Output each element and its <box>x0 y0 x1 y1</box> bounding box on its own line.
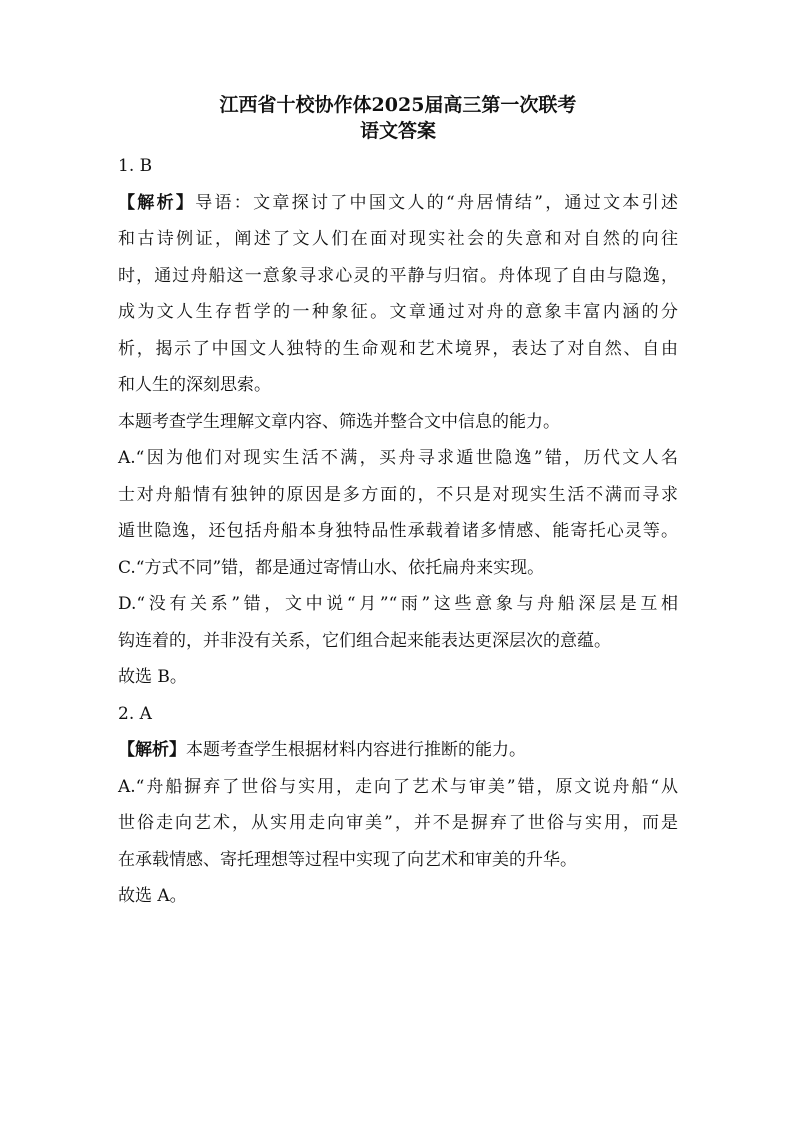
q1-analysis-tag: 【解析】 <box>118 192 196 213</box>
q1-ability-statement: 本题考查学生理解文章内容、筛选并整合文中信息的能力。 <box>118 411 560 432</box>
q2-option-a-line-2: 世俗走向艺术，从实用走向审美”，并不是摒弃了世俗与实用，而是 <box>118 813 678 833</box>
q2-conclusion: 故选 A。 <box>118 886 187 906</box>
q1-analysis-line-1 <box>118 185 678 222</box>
q1-option-d-line-1: D.“没有关系”错，文中说“月”“雨”这些意象与舟船深层是互相 <box>118 594 678 614</box>
q1-answer: 1. B <box>118 156 153 176</box>
document-title: 江西省十校协作体2025届高三第一次联考 <box>219 94 577 116</box>
q1-analysis-line-5: 析，揭示了中国文人独特的生命观和艺术境界，表达了对自然、自由 <box>118 338 678 359</box>
q2-analysis-intro <box>118 732 678 769</box>
q1-conclusion: 故选 B。 <box>118 667 187 687</box>
q2-option-a-line-3: 在承载情感、寄托理想等过程中实现了向艺术和审美的升华。 <box>118 849 577 870</box>
q1-option-a-line-1: A.“因为他们对现实生活不满，买舟寻求遁世隐逸”错，历代文人名 <box>118 448 678 468</box>
q1-option-a-line-3: 遁世隐逸，还包括舟船本身独特品性承载着诸多情感、能寄托心灵等。 <box>118 521 678 541</box>
document-subtitle: 语文答案 <box>359 120 436 142</box>
q1-option-c: C.“方式不同”错，都是通过寄情山水、依托扁舟来实现。 <box>118 557 545 578</box>
answer-document <box>118 92 678 915</box>
q2-answer: 2. A <box>118 703 152 724</box>
q2-analysis-tag: 【解析】 <box>118 740 186 760</box>
q2-analysis-text: 本题考查学生根据材料内容进行推断的能力。 <box>186 740 526 760</box>
q1-analysis-line-4: 成为文人生存哲学的一种象征。文章通过对舟的意象丰富内涵的分 <box>118 302 678 322</box>
q1-option-d-line-2: 钩连着的，并非没有关系，它们组合起来能表达更深层次的意蕴。 <box>118 630 611 651</box>
q1-option-a-line-2: 士对舟船情有独钟的原因是多方面的，不只是对现实生活不满而寻求 <box>118 484 678 505</box>
q1-analysis-line-2: 和古诗例证，阐述了文人们在面对现实社会的失意和对自然的向往 <box>118 229 678 249</box>
q1-analysis-line-3: 时，通过舟船这一意象寻求心灵的平静与归宿。舟体现了自由与隐逸， <box>118 265 678 286</box>
q1-analysis-text: 导语：文章探讨了中国文人的“舟居情结”，通过文本引述 <box>195 192 678 213</box>
q1-analysis-line-6: 和人生的深刻思索。 <box>118 375 271 395</box>
q2-option-a-line-1: A.“舟船摒弃了世俗与实用，走向了艺术与审美”错，原文说舟船“从 <box>118 776 678 797</box>
